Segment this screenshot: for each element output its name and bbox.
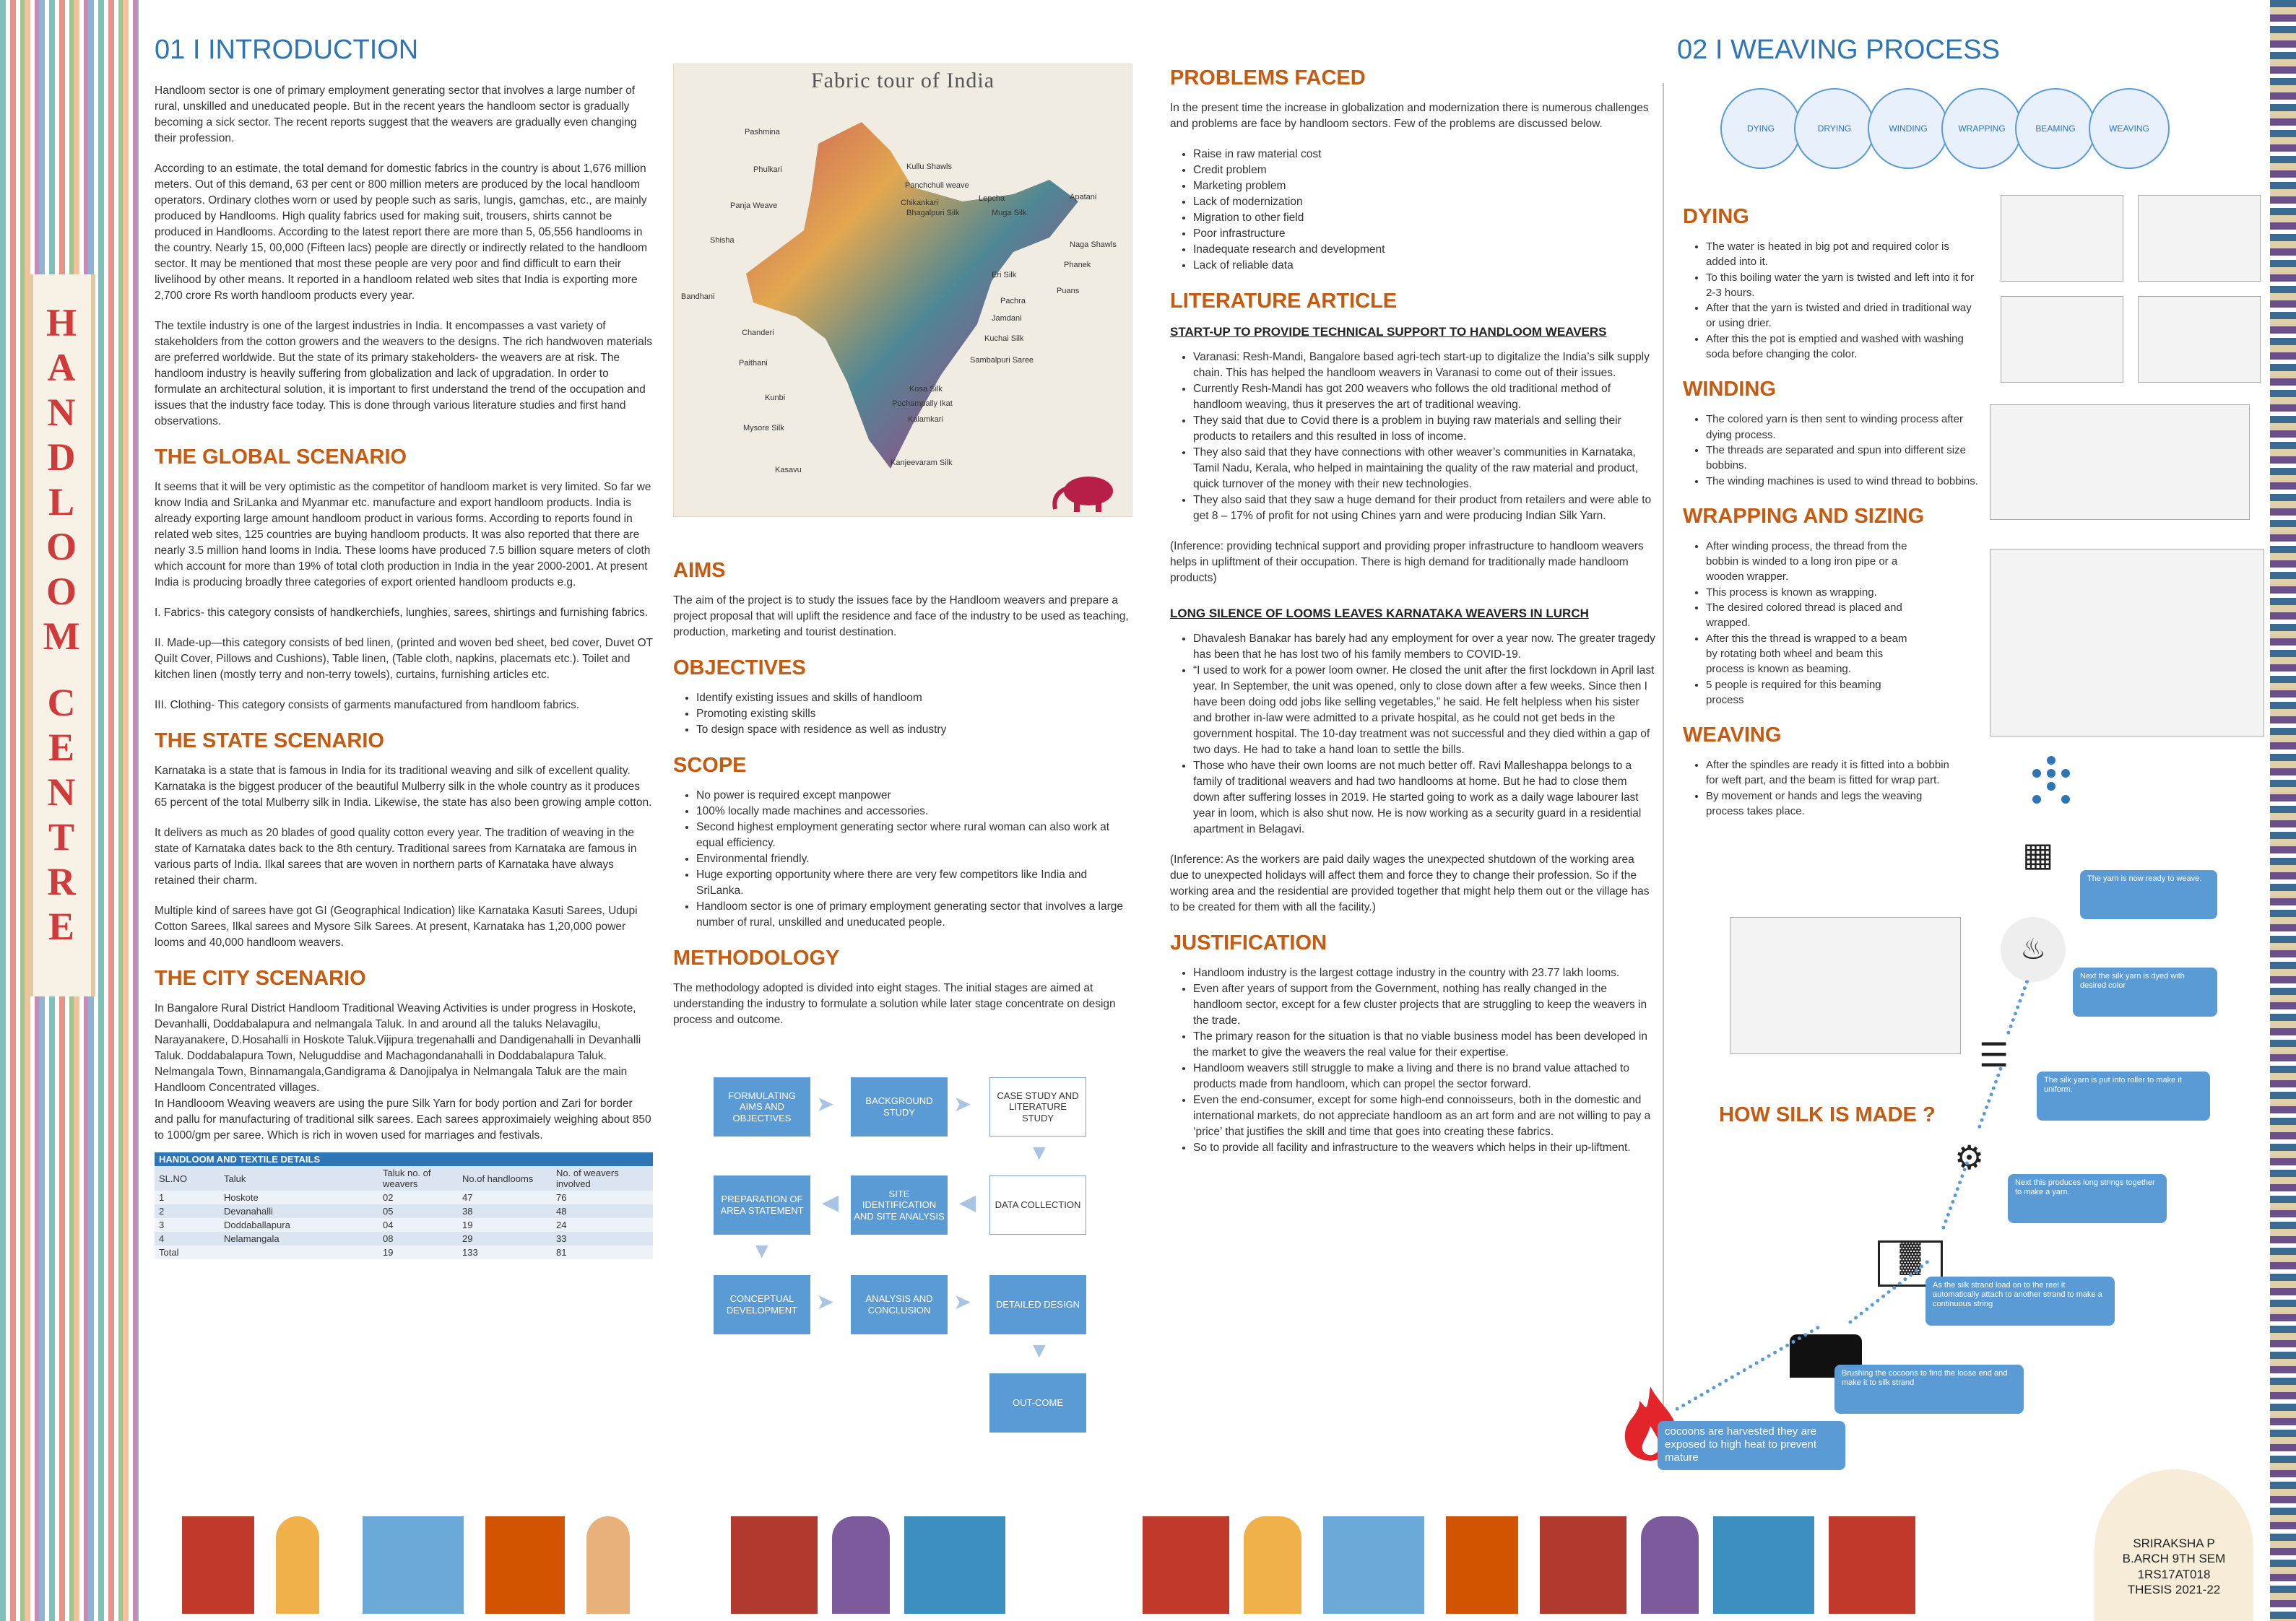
- fabric-weave-icon: ▦: [2022, 835, 2054, 873]
- map-label: Puans: [1057, 287, 1080, 295]
- list-item: • Marketing problem: [1193, 178, 1655, 194]
- map-label: Chanderi: [742, 329, 774, 337]
- carpet-illustration: [731, 1516, 818, 1614]
- flow-box: ANALYSIS AND CONCLUSION: [851, 1275, 948, 1334]
- column-aims: [673, 543, 1132, 1043]
- hand-illustration: [586, 1516, 630, 1614]
- list-item: • The colored yarn is then sent to winding process after dying process.: [1706, 412, 1979, 443]
- warping-drum-sketch: [1990, 549, 2264, 736]
- list-item: • No power is required except manpower: [696, 788, 1132, 804]
- arrow-left-icon: ◀: [959, 1191, 976, 1214]
- list-item: • After this the thread is wrapped to a beam by rotating both wheel and beam this process is known as beaming.: [1706, 631, 1921, 677]
- step-circle: WRAPPING: [1941, 88, 2022, 169]
- global-paragraph: I. Fabrics- this category consists of handkerchiefs, lunghies, sarees, shirtings and furnishing fabrics.: [155, 607, 649, 619]
- map-label: Pochampally Ikat: [892, 399, 953, 408]
- step-circle: DYING: [1720, 88, 1801, 169]
- drying-sketch-image: [2138, 296, 2261, 383]
- list-item: • Credit problem: [1193, 162, 1655, 178]
- table-header: Taluk no. of weavers: [378, 1166, 458, 1191]
- list-item: • The water is heated in big pot and required color is added into it.: [1706, 239, 1979, 270]
- weaving-frame-illustration: [485, 1516, 565, 1614]
- winding-heading: WINDING: [1683, 378, 1776, 401]
- city-paragraph: In Handlooom Weaving weavers are using the pure Silk Yarn for body portion and Zari for border and pallu for manufacturing of traditional silk sarees. Each sarees approximaiely weighing about 850 to 1000/gm per saree. Which is rich in woven used for marriages and festivals.: [155, 1098, 651, 1142]
- map-label: Panja Weave: [730, 201, 778, 210]
- loom-illustration: [904, 1516, 1005, 1614]
- inference-text: (Inference: As the workers are paid daily wages the unexpected shutdown of the working area due to unexpected holidays will affect them and force they to change their profession. So if the working area and the residential are provided together that might help them out or the village has to be created for them with all the facility.): [1170, 853, 1650, 913]
- dyeing-sketch-image: [2001, 195, 2123, 282]
- right-textile-border: [2270, 0, 2296, 1621]
- weaving-heading: 02 I WEAVING PROCESS: [1677, 35, 2000, 65]
- objectives-heading: OBJECTIVES: [673, 656, 806, 679]
- map-label: Bhagalpuri Silk: [906, 209, 960, 217]
- map-title: Fabric tour of India: [810, 69, 995, 92]
- table-row: Total 19 133 81: [155, 1246, 653, 1259]
- artisan-illustration: [1244, 1516, 1301, 1614]
- silk-step-bubble: As the silk strand load on to the reel it automatically attach to another strand to make a continuous string: [1925, 1277, 2115, 1326]
- list-item: • They said that due to Covid there is a problem in buying raw materials and selling their products to retailers and this resulted in loss of income.: [1193, 413, 1655, 445]
- list-item: • Second highest employment generating sector where rural woman can also work at equal efficiency.: [696, 820, 1132, 851]
- dyeing-sketch-image: [2138, 195, 2261, 282]
- loom-illustration: [363, 1516, 464, 1614]
- arrow-right-icon: ➤: [953, 1092, 972, 1116]
- carpet-illustration: [182, 1516, 254, 1614]
- list-item: • After the spindles are ready it is fitted into a bobbin for weft part, and the beam is fitted for wrap part.: [1706, 757, 1957, 788]
- list-item: • Handloom industry is the largest cottage industry in the country with 23.77 lakh looms.: [1193, 965, 1655, 981]
- list-item: • They also said that they saw a huge demand for their product from retailers and were able to get 8 – 17% of profit for not using Chines yarn and were producing Indian Silk Yarn.: [1193, 492, 1655, 524]
- problems-paragraph: In the present time the increase in globalization and modernization there is numerous challenges and problems are face by handloom sectors. Few of the problems are discussed below.: [1170, 102, 1649, 130]
- table-header: SL.NO: [155, 1166, 220, 1191]
- wrapping-heading: WRAPPING AND SIZING: [1683, 504, 1925, 528]
- objectives-list: [673, 690, 1132, 738]
- map-label: Apatani: [1070, 193, 1097, 201]
- map-label: Mysore Silk: [743, 424, 784, 433]
- fabric-map-of-india: [673, 64, 1132, 517]
- list-item: • Lack of modernization: [1193, 194, 1655, 210]
- list-item: • To this boiling water the yarn is twisted and left into it for 2-3 hours.: [1706, 270, 1979, 301]
- footer-illustrations: [139, 1487, 2269, 1617]
- map-label: Phulkari: [753, 165, 782, 174]
- column-weaving: [1683, 189, 1979, 833]
- global-paragraph: It seems that it will be very optimistic as the competitor of handloom market is very limited. So far we know India and SriLanka and Myanmar etc. manufacture and export handloom products. India is already exporting large amount handloom product in various forms. According to reports found in related web sites, 125 countries are buying handloom products. It was also reported that there are nearly 3.5 million hand looms in India. These looms have produced 7.5 billion square meters of cloth which account for more than 19% of total cloth production in India in the year 2000-2001. At present India is producing broadly three categories of export oriented handloom products e.g.: [155, 481, 651, 588]
- silk-step-bubble: Brushing the cocoons to find the loose end and make it to silk strand: [1834, 1365, 2024, 1414]
- map-label: Kunbi: [765, 394, 786, 402]
- list-item: • Poor infrastructure: [1193, 226, 1655, 242]
- justification-heading: JUSTIFICATION: [1170, 931, 1327, 955]
- yarn-roller-icon: ☰: [1979, 1036, 2009, 1074]
- table-title: HANDLOOM AND TEXTILE DETAILS: [155, 1152, 653, 1166]
- list-item: • So to provide all facility and infrastructure to the weavers which helps in their up-liftment.: [1193, 1140, 1655, 1156]
- loom-illustration: [1323, 1516, 1424, 1614]
- dye-bath-icon: ♨: [2001, 917, 2066, 982]
- thread-spool-icon: ⚙: [1954, 1139, 1985, 1176]
- table-row: 2 Devanahalli 05 38 48: [155, 1204, 653, 1218]
- silk-heading: HOW SILK IS MADE ?: [1719, 1103, 1936, 1126]
- justification-list: [1170, 965, 1655, 1156]
- elephant-icon: [1045, 466, 1132, 516]
- arrow-right-icon: ➤: [953, 1290, 972, 1314]
- table-header: No.of handlooms: [458, 1166, 552, 1191]
- step-circle: WINDING: [1868, 88, 1949, 169]
- artisan-illustration: [832, 1516, 890, 1614]
- map-label: Muga Silk: [992, 209, 1027, 217]
- flow-box: CASE STUDY AND LITERATURE STUDY: [989, 1077, 1086, 1137]
- flow-box: DATA COLLECTION: [989, 1175, 1086, 1235]
- city-paragraph: In Bangalore Rural District Handloom Traditional Weaving Activities is under progress in Hoskote, Devanhalli, Doddabalapura and nelmangala Taluk. In and around all the taluks Nelavagilu, Narayanakere, D.Hosahalli in Hoskote Taluk.Vijipura tregenahalli and Dandigenahalli in Devanhalli Taluk. Doddabalapura Town, Neluguddise and Machagondanahalli in Doddabalapura Taluk. Nelmangala Town, Binnamangala,Gandigrama & Danojipalya in Nelmangala Taluk are the main Handloom Concentrated villages.: [155, 1002, 641, 1094]
- weave-list: [1683, 757, 1957, 819]
- table-row: 4 Nelamangala 08 29 33: [155, 1232, 653, 1246]
- step-circle: WEAVING: [2089, 88, 2170, 169]
- flow-box: CONCEPTUAL DEVELOPMENT: [714, 1275, 810, 1334]
- carpet-illustration: [1143, 1516, 1229, 1614]
- aims-paragraph: The aim of the project is to study the issues face by the Handloom weavers and prepare a project proposal that will uplift the residence and face of the industry to be used as teaching, production, marketing and tourist destination.: [673, 594, 1129, 638]
- dying-heading: DYING: [1683, 205, 1749, 228]
- problems-list: [1170, 147, 1655, 274]
- weaving-frame-illustration: [1446, 1516, 1518, 1614]
- carpet-illustration: [1829, 1516, 1915, 1614]
- list-item: • 100% locally made machines and accessories.: [696, 804, 1132, 820]
- silk-step-bubble: The yarn is now ready to weave.: [2080, 870, 2217, 919]
- column-problems: [1170, 58, 1655, 1170]
- map-label: Lepcha: [979, 194, 1005, 203]
- problems-heading: PROBLEMS FACED: [1170, 66, 1366, 90]
- list-item: • Identify existing issues and skills of handloom: [696, 690, 1132, 706]
- artisan-illustration: [276, 1516, 319, 1614]
- map-label: Kullu Shawls: [906, 162, 952, 171]
- dotted-path: [2006, 979, 2029, 1035]
- literature-list: [1170, 349, 1655, 524]
- map-label: Kanjeevaram Silk: [891, 459, 953, 467]
- intro-paragraph: Handloom sector is one of primary employment generating sector that involves a large number of rural, unskilled and uneducated people. But in the recent years the handloom sector is gradually becoming a sick sector. The recent reports suggest that the weavers are gradually even changing their profession.: [155, 84, 637, 144]
- dots-decoration-icon: [2015, 755, 2087, 805]
- list-item: • Those who have their own looms are not much better off. Ravi Malleshappa belongs to a family of traditional weavers and had two handlooms at home. But he had to close them down after suffering losses in 2019. He started going to work as a daily wage labourer last year in loom, which is also shut now. He is now working as a security guard in a residential apartment in Belagavi.: [1193, 758, 1655, 838]
- list-item: • “I used to work for a power loom owner. He closed the unit after the first lockdown in April last year. In September, the unit was opened, only to close down after a few weeks. Since then I have been doing odd jobs like selling vegetables,” he said. He felt helpless when his sister and brother in-law were admitted to a private hospital, as he could not get beds in the government hospital. The 10-day treatment was not successful and they died within a gap of two days. He had to take a hand loan to settle the bills.: [1193, 663, 1655, 758]
- list-item: • The winding machines is used to wind thread to bobbins.: [1706, 474, 1979, 489]
- author-name: SRIRAKSHA P: [2133, 1537, 2215, 1550]
- handloom-weaver-sketch: [1730, 917, 1961, 1054]
- list-item: • Raise in raw material cost: [1193, 147, 1655, 162]
- list-item: • Promoting existing skills: [696, 706, 1132, 722]
- usn-text: 1RS17AT018: [2137, 1567, 2211, 1581]
- silk-step-bubble: Next this produces long strings together to make a yarn.: [2008, 1174, 2167, 1223]
- map-label: Jamdani: [992, 314, 1022, 323]
- state-paragraph: Karnataka is a state that is famous in India for its traditional weaving and silk of excellent quality. Karnataka is the biggest producer of the beautiful Mulberry silk in the whole country as it produces 65 percent of the total Mulberry silk in India. Likewise, the state has also been growing ample cotton.: [155, 765, 652, 809]
- flow-box: DETAILED DESIGN: [989, 1275, 1086, 1334]
- list-item: • This process is known as wrapping.: [1706, 585, 1921, 600]
- arrow-down-icon: ▼: [1028, 1339, 1050, 1363]
- handloom-details-table: [155, 1152, 653, 1259]
- state-heading: THE STATE SCENARIO: [155, 729, 384, 752]
- intro-heading: 01 I INTRODUCTION: [155, 35, 419, 65]
- winding-list: [1683, 412, 1979, 488]
- list-item: • 5 people is required for this beaming process: [1706, 677, 1921, 708]
- intro-paragraph: According to an estimate, the total demand for domestic fabrics in the country is about 1,676 million meters. Out of this demand, 63 per cent or 800 million meters are produced by the local handloom operators. Ordinary clothes worn or used by people such as saris, lungis, gamchas, etc., are mainly produced by Handlooms. High quality fabrics used for making suit, trousers, shirts cannot be produced in Handlooms. According to the latest report there are more than 5, 05,556 handlooms in the country. Nearly 15, 00,000 (Fifteen lacs) people are directly or indirectly related to the handloom sector. It may be mentioned that most these people are very poor and find difficult to earn their livelihood by other means. It reported in a handloom related web sites that India is exporting more 2,700 crore Rs worth handloom products every year.: [155, 162, 648, 302]
- list-item: • Even after years of support from the Government, nothing has really changed in the handloom sector, except for a few cluster projects that are struggling to keep the weavers in the trade.: [1193, 981, 1655, 1029]
- methodology-heading: METHODOLOGY: [673, 947, 840, 970]
- winding-machine-sketch: [1990, 404, 2250, 520]
- scope-heading: SCOPE: [673, 754, 747, 777]
- list-item: • Inadequate research and development: [1193, 242, 1655, 258]
- table-header: Taluk: [220, 1166, 378, 1191]
- table-header: No. of weavers involved: [552, 1166, 653, 1191]
- flow-box: OUT-COME: [989, 1373, 1086, 1433]
- map-label: Kasavu: [775, 466, 802, 474]
- map-label: Chikankari: [901, 199, 938, 207]
- silk-step-bubble: The silk yarn is put into roller to make it uniform.: [2037, 1072, 2210, 1121]
- carpet-illustration: [1540, 1516, 1626, 1614]
- literature-heading: LITERATURE ARTICLE: [1170, 290, 1398, 313]
- aims-heading: AIMS: [673, 559, 726, 582]
- wrapping-list: [1683, 539, 1921, 708]
- map-label: Kosa Silk: [909, 385, 943, 394]
- dotted-path: [1977, 1066, 2003, 1129]
- table-row: 1 Hoskote 02 47 76: [155, 1191, 653, 1204]
- list-item: • After this the pot is emptied and washed with washing soda before changing the color.: [1706, 331, 1979, 362]
- flow-box: FORMULATING AIMS AND OBJECTIVES: [714, 1077, 810, 1137]
- thesis-text: THESIS 2021-22: [2127, 1582, 2221, 1596]
- map-label: Naga Shawls: [1070, 240, 1117, 249]
- map-label: Pachra: [1000, 297, 1026, 305]
- flow-box: SITE IDENTIFICATION AND SITE ANALYSIS: [851, 1175, 948, 1235]
- list-item: • Handloom sector is one of primary employment generating sector that involves a large number of rural, unskilled and uneducated people.: [696, 899, 1132, 931]
- list-item: • By movement or hands and legs the weaving process takes place.: [1706, 788, 1957, 820]
- methodology-paragraph: The methodology adopted is divided into eight stages. The initial stages are aimed at understanding the industry to formulate a solution while later stage concentrate on design process and outcome.: [673, 982, 1116, 1026]
- loom-illustration: [1713, 1516, 1814, 1614]
- map-label: Sambalpuri Saree: [970, 356, 1034, 365]
- dying-list: [1683, 239, 1979, 362]
- map-label: Kuchai Silk: [984, 334, 1024, 343]
- author-credits: [2094, 1469, 2253, 1621]
- global-paragraph: II. Made-up—this category consists of bed linen, (printed and woven bed sheet, bed cover, Duvet OT Quilt Cover, Pillows and Cushions), Table linen, (Table cloth, napkins, placemats etc.). Toilet and kitchen linen (mostly terry and non-terry towels), curtains, furnishing articles etc.: [155, 637, 653, 681]
- arrow-right-icon: ➤: [816, 1290, 835, 1314]
- map-label: Phanek: [1064, 261, 1091, 269]
- arrow-right-icon: ➤: [816, 1092, 835, 1116]
- literature-subheading: LONG SILENCE OF LOOMS LEAVES KARNATAKA WEAVERS IN LURCH: [1170, 607, 1589, 620]
- column-divider: [1663, 83, 1664, 1412]
- state-paragraph: Multiple kind of sarees have got GI (Geographical Indication) like Karnataka Kasuti Sarees, Udupi Cotton Sarees, Ilkal sarees and Mysore Silk Sarees. At present, Karnataka has 1,20,000 power looms and 40,000 handloom weavers.: [155, 905, 638, 949]
- map-label: Bandhani: [681, 292, 715, 301]
- map-label: Eri Silk: [992, 271, 1017, 279]
- course-text: B.ARCH 9TH SEM: [2122, 1552, 2226, 1566]
- inference-text: (Inference: providing technical support and providing proper infrastructure to handloom weavers helps in upliftment of their occupation. There is high demand for traditionally made handloom products): [1170, 540, 1644, 584]
- map-label: Paithani: [739, 359, 768, 368]
- map-label: Pashmina: [745, 128, 780, 136]
- list-item: • Even the end-consumer, except for some high-end connoisseurs, both in the domestic and international markets, do not appreciate handloom as an art form and are not willing to pay a ‘price’ that justifies the skill and time that goes into creating these fabrics.: [1193, 1092, 1655, 1140]
- list-item: • After winding process, the thread from the bobbin is winded to a long iron pipe or a wooden wrapper.: [1706, 539, 1921, 585]
- intro-paragraph: The textile industry is one of the largest industries in India. It encompasses a vast variety of stakeholders from the cotton growers and the weavers to the designs. The rich handwoven materials are preferred worldwide. But the state of its primary stakeholders- the weavers are at risk. The handloom industry is heavily suffering from globalization and lack of upgradation. In order to formulate an architectural solution, it is important to first understand the trend of the occupation and issues that the industry face today. This is done through various literature studies and first hand observations.: [155, 320, 652, 427]
- list-item: • The threads are separated and spun into different size bobbins.: [1706, 443, 1979, 474]
- list-item: • After that the yarn is twisted and dried in traditional way or using drier.: [1706, 300, 1979, 331]
- silk-reel-icon: ▓: [1878, 1240, 1943, 1287]
- map-label: Kalamkari: [908, 415, 943, 424]
- list-item: • Huge exporting opportunity where there are very few competitors like India and SriLanka.: [696, 867, 1132, 899]
- drying-sketch-image: [2001, 296, 2123, 383]
- list-item: • To design space with residence as well as industry: [696, 722, 1132, 738]
- silk-step-bubble: cocoons are harvested they are exposed to high heat to prevent mature: [1658, 1421, 1845, 1470]
- map-label: Shisha: [710, 236, 735, 245]
- list-item: • Handloom weavers still struggle to make a living and there is no brand value attached to products made from handloom, which can propel the sector forward.: [1193, 1061, 1655, 1092]
- list-item: • Migration to other field: [1193, 210, 1655, 226]
- list-item: • Environmental friendly.: [696, 851, 1132, 867]
- list-item: • Currently Resh-Mandi has got 200 weavers who follows the old traditional method of handloom weaving, thus it preserves the art of traditional weaving.: [1193, 381, 1655, 413]
- artisan-illustration: [1641, 1516, 1699, 1614]
- flow-box: PREPARATION OF AREA STATEMENT: [714, 1175, 810, 1235]
- flow-box: BACKGROUND STUDY: [851, 1077, 948, 1137]
- step-circle: DRYING: [1794, 88, 1875, 169]
- list-item: • They also said that they have connections with other weaver’s communities in Karnataka, Tamil Nadu, Kerala, who helped in maintaining the quality of the raw material and product, quick turnover of the money with their new technologies.: [1193, 445, 1655, 492]
- arrow-left-icon: ◀: [822, 1191, 839, 1214]
- arrow-down-icon: ▼: [751, 1239, 773, 1263]
- column-introduction: [155, 35, 653, 1259]
- literature-subheading: START-UP TO PROVIDE TECHNICAL SUPPORT TO HANDLOOM WEAVERS: [1170, 325, 1607, 339]
- table-row: 3 Doddaballapura 04 19 24: [155, 1218, 653, 1232]
- literature-list: [1170, 631, 1655, 838]
- list-item: • Lack of reliable data: [1193, 258, 1655, 274]
- list-item: • The desired colored thread is placed and wrapped.: [1706, 600, 1921, 631]
- silk-step-bubble: Next the silk yarn is dyed with desired color: [2073, 968, 2217, 1017]
- state-paragraph: It delivers as much as 20 blades of good quality cotton every year. The tradition of weaving in the state of Karnataka dates back to the 8th century. Traditional sarees from Karnataka are famous in various parts of India. Ilkal sarees that are woven in northern parts of Karnataka have always retained their charm.: [155, 827, 637, 887]
- list-item: • Dhavalesh Banakar has barely had any employment for over a year now. The greater tragedy has been that he has lost two of his family members to COVID-19.: [1193, 631, 1655, 663]
- map-label: Panchchuli weave: [905, 181, 969, 190]
- scope-list: [673, 788, 1132, 931]
- global-heading: THE GLOBAL SCENARIO: [155, 446, 407, 469]
- city-heading: THE CITY SCENARIO: [155, 967, 366, 990]
- weave-heading: WEAVING: [1683, 723, 1782, 747]
- step-circle: BEAMING: [2015, 88, 2096, 169]
- arrow-down-icon: ▼: [1028, 1141, 1050, 1165]
- vertical-title: H A N D L O O M C E N T R E: [43, 301, 82, 948]
- list-item: • The primary reason for the situation is that no viable business model has been developed in the market to give the weavers the real value for their expertise.: [1193, 1029, 1655, 1061]
- list-item: • Varanasi: Resh-Mandi, Bangalore based agri-tech start-up to digitalize the India’s silk supply chain. This has helped the handloom weavers in Varanasi to come out of their issues.: [1193, 349, 1655, 381]
- global-paragraph: III. Clothing- This category consists of garments manufactured from handloom fabrics.: [155, 699, 580, 711]
